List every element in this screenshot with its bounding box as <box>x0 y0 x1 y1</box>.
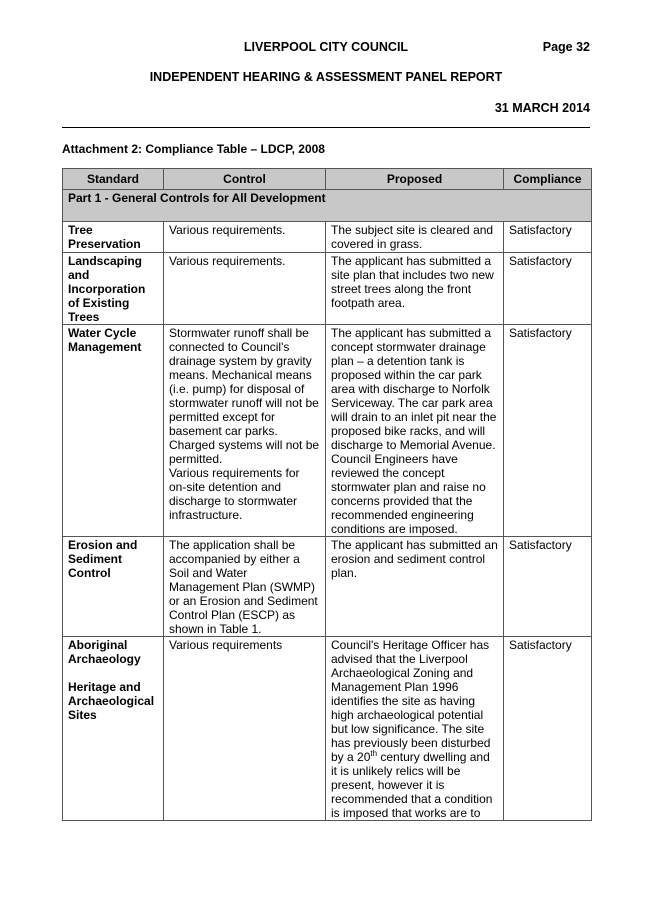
proposed-text: century dwelling and it is unlikely relics will be present, however it is recommended that a condition is imposed that works are to <box>331 750 493 820</box>
section-row <box>63 190 592 222</box>
table-row <box>63 637 592 821</box>
table-row <box>63 253 592 325</box>
standard-cell: Erosion and Sediment Control <box>63 537 164 637</box>
standard-cell: Tree Preservation <box>63 222 164 253</box>
report-date: 31 MARCH 2014 <box>494 101 590 115</box>
compliance-cell: Satisfactory <box>504 325 592 537</box>
proposed-cell: The applicant has submitted an erosion and sediment control plan. <box>326 537 504 637</box>
proposed-cell: The applicant has submitted a site plan that includes two new street trees along the front footpath area. <box>326 253 504 325</box>
table-header-row <box>63 169 592 190</box>
control-paragraph: Various requirements for on-site detention and discharge to stormwater infrastructure. <box>169 466 300 522</box>
standard-line: Heritage and Archaeological Sites <box>68 680 155 722</box>
section-title: Part 1 - General Controls for All Development <box>63 190 592 222</box>
control-cell: Various requirements. <box>164 222 326 253</box>
attachment-title: Attachment 2: Compliance Table – LDCP, 2008 <box>62 142 325 156</box>
control-cell: The application shall be accompanied by either a Soil and Water Management Plan (SWMP) or an Erosion and Sediment Control Plan (ESCP) as shown in Table 1. <box>164 537 326 637</box>
proposed-cell: The applicant has submitted a concept stormwater drainage plan – a detention tank is proposed within the car park area with discharge to Norfolk Serviceway. The car park area will drain to an inlet pit near the proposed bike racks, and will discharge to Memorial Avenue. Council Engineers have reviewed the concept stormwater plan and raise no concerns provided that the recommended engineering conditions are imposed. <box>326 325 504 537</box>
standard-line: Aboriginal Archaeology <box>68 638 141 666</box>
standard-cell: Water Cycle Management <box>63 325 164 537</box>
table-row <box>63 325 592 537</box>
compliance-cell: Satisfactory <box>504 637 592 821</box>
control-cell <box>164 325 326 537</box>
proposed-text: Council's Heritage Officer has advised that the Liverpool Archaeological Zoning and Management Plan 1996 identifies the site as having high archaeological potential but low significance. The site has previously been disturbed by a 20 <box>331 638 491 764</box>
compliance-cell: Satisfactory <box>504 537 592 637</box>
table-row <box>63 537 592 637</box>
header-rule <box>62 127 590 128</box>
proposed-cell: The subject site is cleared and covered in grass. <box>326 222 504 253</box>
control-paragraph: Stormwater runoff shall be connected to Council's drainage system by gravity means. Mechanical means (i.e. pump) for disposal of stormwater runoff will not be permitted except for basement car parks. Charged systems will not be permitted. <box>169 326 320 466</box>
report-title: INDEPENDENT HEARING & ASSESSMENT PANEL REPORT <box>149 70 503 84</box>
standard-cell <box>63 637 164 821</box>
compliance-table <box>62 168 592 821</box>
table-row <box>63 222 592 253</box>
proposed-cell <box>326 637 504 821</box>
col-header-control: Control <box>164 169 326 190</box>
page-number: Page 32 <box>542 40 590 54</box>
col-header-proposed: Proposed <box>326 169 504 190</box>
standard-cell: Landscaping and Incorporation of Existing Trees <box>63 253 164 325</box>
control-cell: Various requirements. <box>164 253 326 325</box>
col-header-standard: Standard <box>63 169 164 190</box>
col-header-compliance: Compliance <box>504 169 592 190</box>
compliance-cell: Satisfactory <box>504 222 592 253</box>
superscript-th: th <box>370 749 378 758</box>
control-cell: Various requirements <box>164 637 326 821</box>
council-name: LIVERPOOL CITY COUNCIL <box>243 40 409 54</box>
compliance-cell: Satisfactory <box>504 253 592 325</box>
standard-spacer <box>68 666 158 680</box>
